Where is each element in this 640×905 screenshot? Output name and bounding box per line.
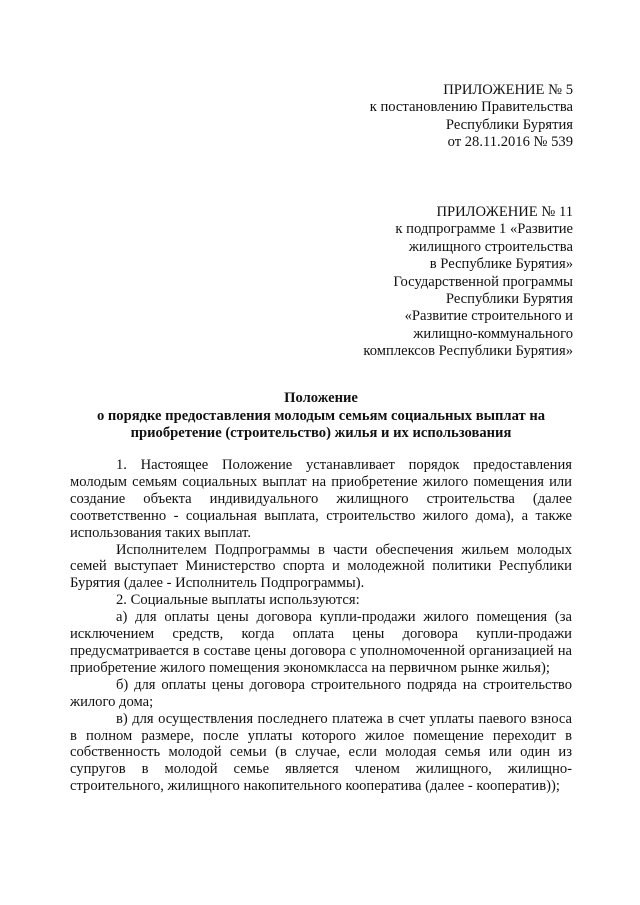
document-body	[70, 457, 572, 795]
paragraph-4: а) для оплаты цены договора купли-продажи жилого помещения (за исключением средств, когда оплата цены договора купли-продажи предусматривается в составе цены договора с уполномоченной организацией на приобретение жилого помещения экономкласса на первичном рынке жилья);	[70, 609, 572, 676]
appendix-11-header	[363, 204, 573, 361]
paragraph-2: Исполнителем Подпрограммы в части обеспечения жильем молодых семей выступает Министерство спорта и молодежной политики Республики Бурятия (далее - Исполнитель Подпрограммы).	[70, 541, 572, 592]
appendix-11-title: ПРИЛОЖЕНИЕ № 11	[436, 204, 573, 220]
paragraph-6: в) для осуществления последнего платежа в счет уплаты паевого взноса в полном размере, после уплаты которого жилое помещение переходит в собственность молодой семьи (в случае, если молодая семья или один из супругов в молодой семье является членом жилищного, жилищно-строительного, жилищного накопительного кооператива (далее - кооператив));	[70, 710, 572, 795]
appendix-11-line: Государственной программы	[393, 273, 573, 290]
appendix-5-header	[370, 82, 573, 152]
appendix-11-line: «Развитие строительного и	[404, 308, 573, 325]
appendix-5-date: от 28.11.2016 № 539	[447, 134, 573, 151]
appendix-5-line: к постановлению Правительства	[369, 99, 573, 116]
appendix-11-line: комплексов Республики Бурятия»	[363, 343, 573, 360]
paragraph-5: б) для оплаты цены договора строительного подряда на строительство жилого дома;	[70, 676, 572, 710]
appendix-11-line: жилищно-коммунального	[413, 325, 573, 342]
appendix-11-line: в Республике Бурятия»	[429, 256, 573, 273]
appendix-11-line: к подпрограмме 1 «Развитие	[395, 221, 573, 238]
title-line: о порядке предоставления молодым семьям социальных выплат на	[96, 407, 546, 424]
title-line: Положение	[284, 390, 358, 406]
appendix-5-line: Республики Бурятия	[445, 116, 573, 133]
paragraph-1: 1. Настоящее Положение устанавливает порядок предоставления молодым семьям социальных выплат на приобретение жилого помещения или создание объекта индивидуального жилищного строительства (далее соответственно - социальная выплата, строительство жилого дома), а также использования таких выплат.	[70, 457, 572, 541]
document-title	[70, 390, 572, 443]
appendix-5-title: ПРИЛОЖЕНИЕ № 5	[443, 82, 573, 98]
title-line: приобретение (строительство) жилья и их использования	[130, 425, 512, 442]
appendix-11-line: жилищного строительства	[408, 238, 573, 255]
paragraph-3: 2. Социальные выплаты используются:	[116, 592, 360, 609]
appendix-11-line: Республики Бурятия	[445, 291, 573, 308]
